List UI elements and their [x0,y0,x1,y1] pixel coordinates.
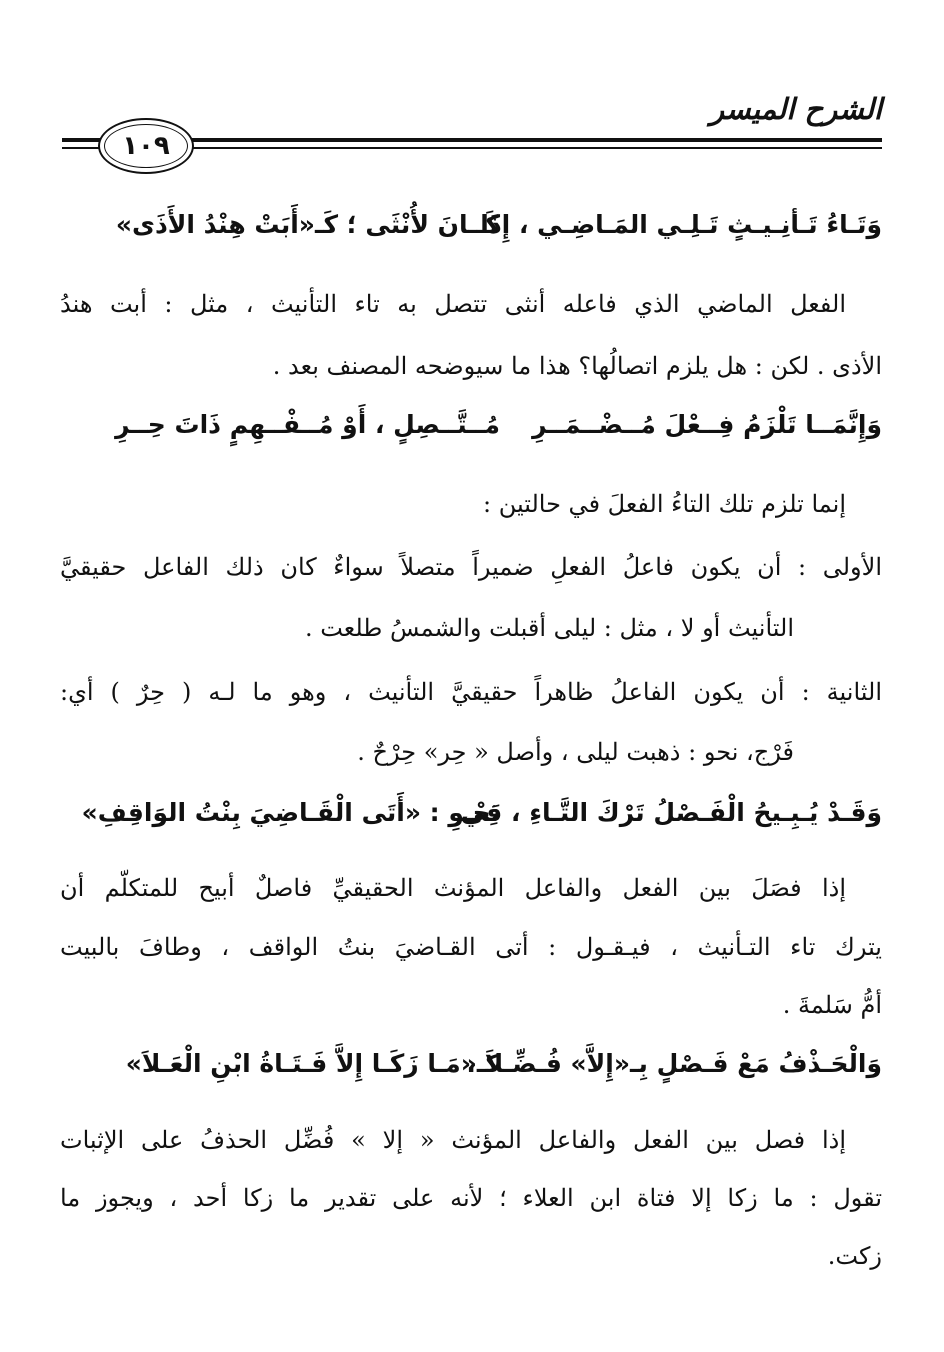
paragraph-2-line-1: إنما تلزم تلك التاءُ الفعلَ في حالتين : [483,490,846,518]
paragraph-6-line-2: تقول : ما زكا إلا فتاة ابن العلاء ؛ لأنه على تقدير ما زكا أحد ، ويجوز ما [60,1184,882,1212]
paragraph-1-line-1: الفعل الماضي الذي فاعله أنثى تتصل به تاء التأنيث ، مثل : أبت هندُ [60,290,846,318]
paragraph-1-line-2: الأذى . لكن : هل يلزم اتصالُها؟ هذا ما سيوضحه المصنف بعد . [272,352,882,380]
verse-4-second-hemistich: كَـ«مَـا زَكَـا إِلاَّ فَـتَـاةُ ابْنِ الْعَـلاَ» [125,1049,500,1078]
page-number: ١٠٩ [122,131,170,161]
paragraph-5-line-3: أمُّ سَلمةَ . [782,991,882,1019]
paragraph-5-line-1: إذا فصَلَ بين الفعل والفاعل المؤنث الحقيقيِّ فاصلٌ أبيح للمتكلّم أن [60,874,846,902]
verse-4-first-hemistich: وَالْحَـذْفُ مَعْ فَـصْلٍ بِـ«إِلاَّ» فُـضِّـلا ، [466,1049,882,1078]
verse-2-second-hemistich: مُــتَّــصِلٍ ، أَوْ مُــفْــهِمٍ ذَاتَ حِــرِ [115,410,500,439]
verse-1-second-hemistich: كَــانَ لأُنْثَى ؛ كَـ«أَبَتْ هِنْدُ الأَذَى» [115,210,500,239]
paragraph-3-line-1: الأولى : أن يكون فاعلُ الفعلِ ضميراً متصلاً سواءٌ كان ذلك الفاعل حقيقيَّ [60,553,882,581]
verse-1-first-hemistich: وَتَـاءُ تَـأنِـيـثٍ تَـلِـي المَـاضِـي ، إِذَا [480,210,882,239]
verse-2-first-hemistich: وَإِنَّمَــا تَلْزَمُ فِــعْلَ مُــضْــمَــرِ [532,410,882,439]
verse-3-first-hemistich: وَقَـدْ يُـبِـيحُ الْفَـصْلُ تَرْكَ التَّـاءِ ، فِي [460,798,882,827]
paragraph-4-line-1: الثانية : أن يكون الفاعلُ ظاهراً حقيقيَّ التأنيث ، وهو ما لـه ( حِرٌ ) أي: [60,678,882,706]
paragraph-5-line-2: يترك تاء التـأنيث ، فيـقـول : أتى القـاضيَ بنتُ الواقف ، وطافَ بالبيت [60,933,882,961]
page-number-badge [98,118,194,174]
paragraph-6-line-3: زكت. [827,1242,882,1270]
paragraph-6-line-1: إذا فصل بين الفعل والفاعل المؤنث « إلا » فُضِّل الحذفُ على الإثبات [60,1126,846,1154]
paragraph-3-line-2: التأنيث أو لا ، مثل : ليلى أقبلت والشمسُ طلعت . [304,614,794,642]
verse-3-second-hemistich: نَحْـوِ : «أَتَى الْقَـاضِيَ بِنْتُ الوَاقِفِ» [81,798,500,827]
paragraph-4-line-2: فَرْج، نحو : ذهبت ليلى ، وأصل « حِر» حِرْحٌ . [357,738,794,766]
book-title: الشرح الميسر [710,92,882,126]
